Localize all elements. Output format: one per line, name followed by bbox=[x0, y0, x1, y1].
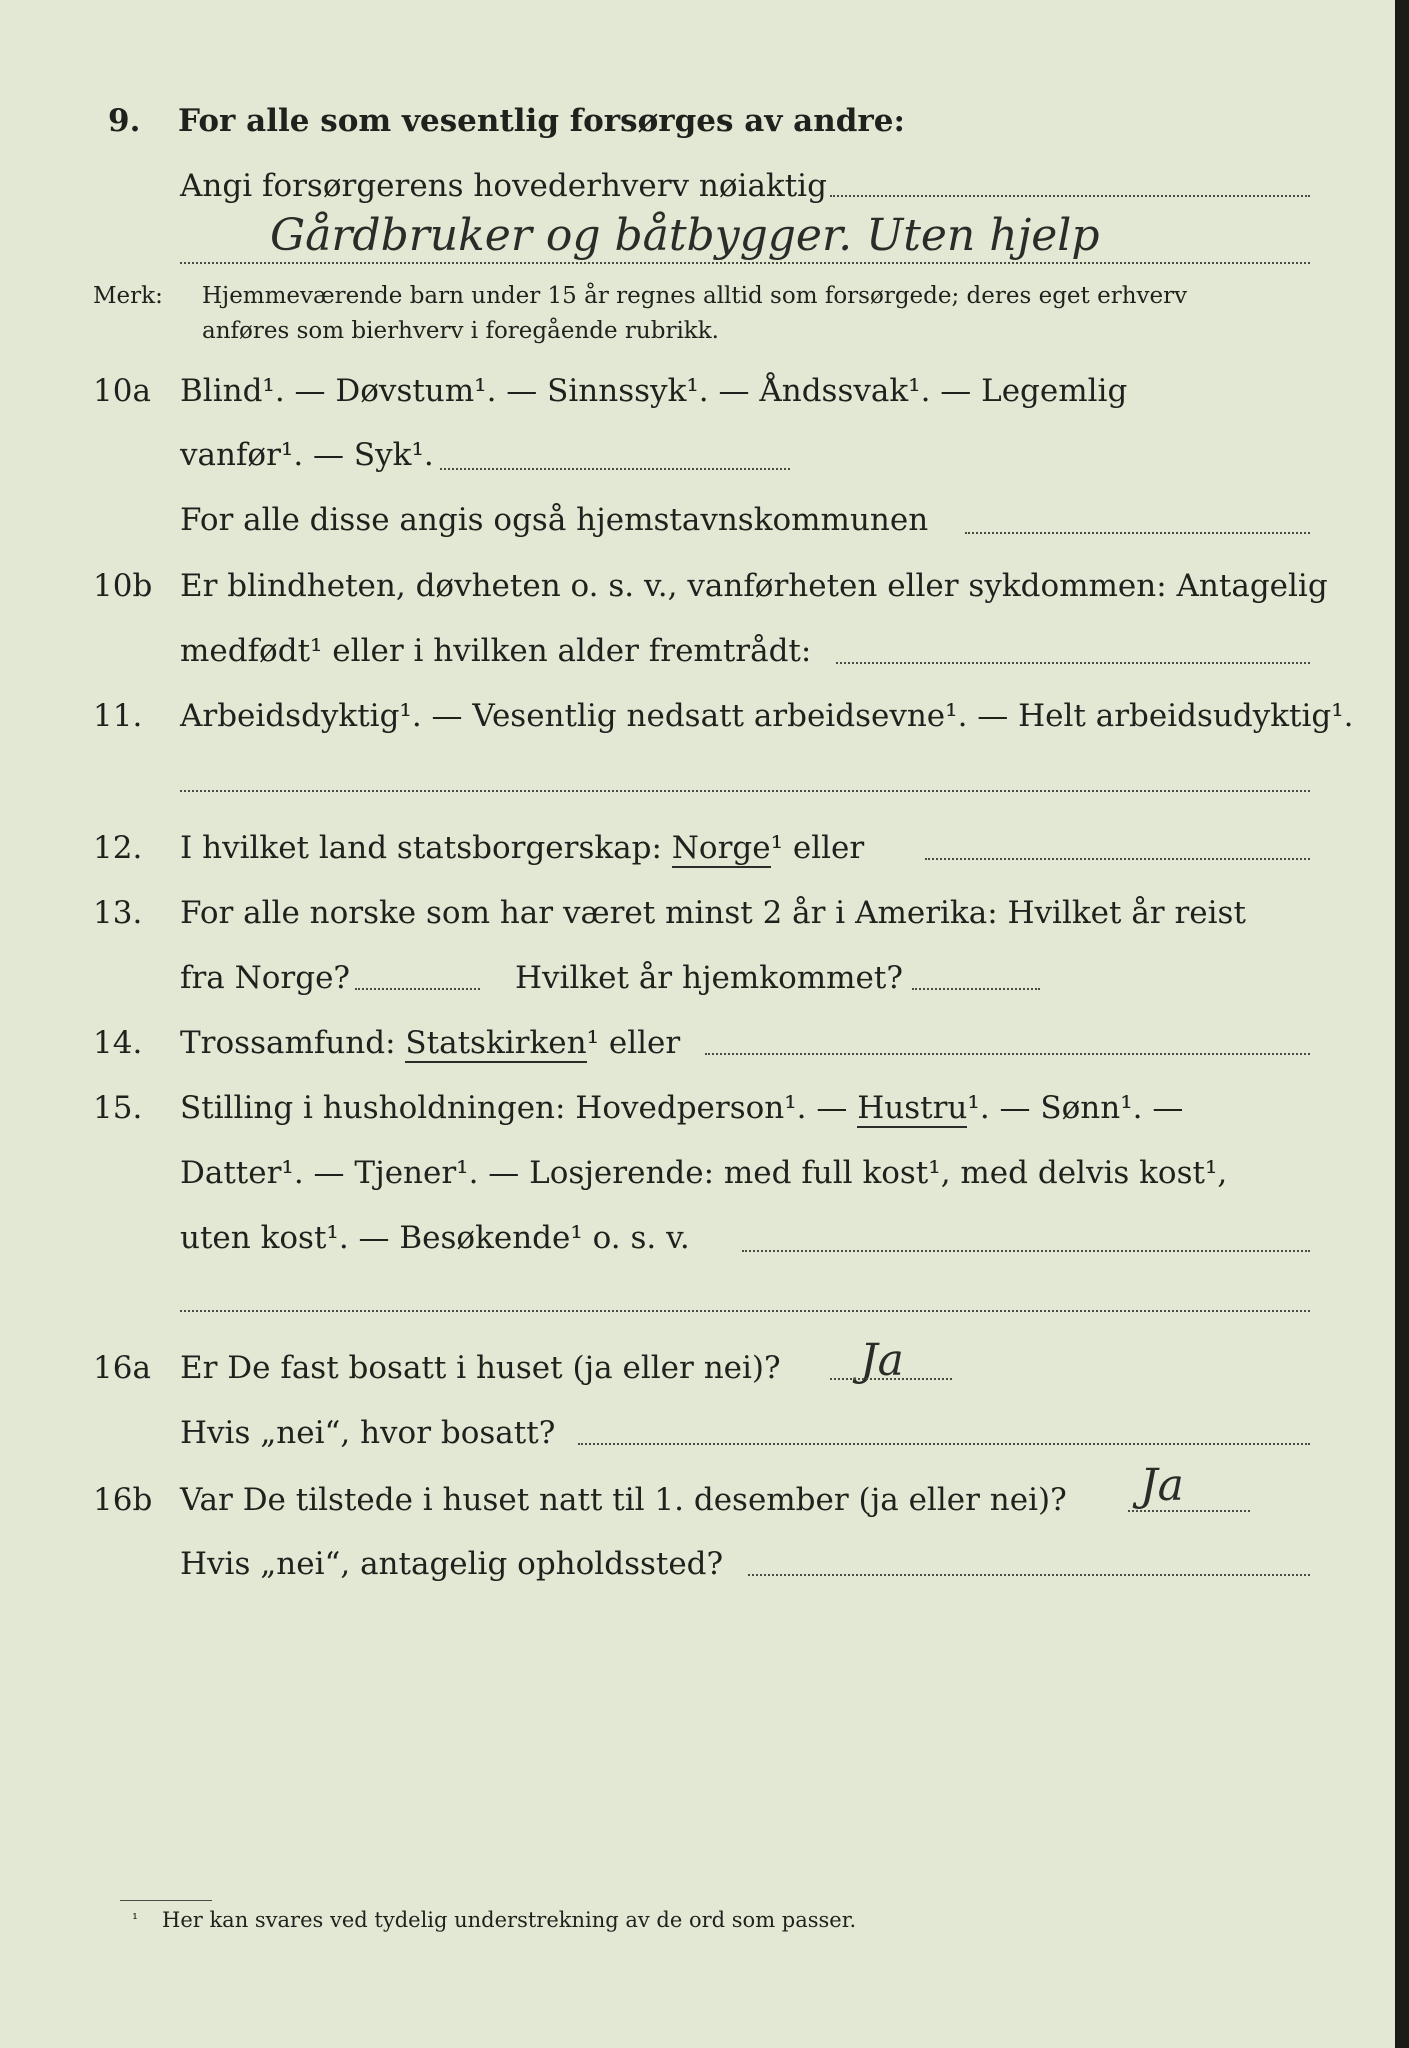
q10a-line-1: Blind¹. — Døvstum¹. — Sinnssyk¹. — Åndssvak¹. — Legemlig bbox=[180, 373, 1128, 409]
footnote-mark: ¹ bbox=[132, 1910, 139, 1928]
q10b-line-2: medfødt¹ eller i hvilken alder fremtrådt: bbox=[180, 633, 812, 669]
q10a-line-3: For alle disse angis også hjemstavnskommunen bbox=[180, 502, 929, 538]
q16b-opholdssted-line bbox=[748, 1574, 1310, 1576]
q15-line-3: uten kost¹. — Besøkende¹ o. s. v. bbox=[180, 1220, 690, 1256]
q9-heading: For alle som vesentlig forsørges av andre: bbox=[178, 103, 905, 139]
q13-hjemkommet-label: Hvilket år hjemkommet? bbox=[515, 960, 903, 996]
q13-hjemkommet-line bbox=[912, 988, 1040, 990]
q13-number: 13. bbox=[93, 895, 143, 931]
q14-suffix: ¹ eller bbox=[586, 1025, 681, 1061]
q14-underlined-answer: Statskirken bbox=[405, 1025, 587, 1061]
q9-handwritten-answer: Gårdbruker og båtbygger. Uten hjelp bbox=[270, 210, 1100, 261]
q16a-field-line bbox=[830, 1378, 952, 1380]
q13-line-1: For alle norske som har været minst 2 år i Amerika: Hvilket år reist bbox=[180, 895, 1246, 931]
q16a-handwritten-answer: Ja bbox=[860, 1335, 904, 1386]
q11-field-line bbox=[180, 790, 1310, 792]
q12-suffix: ¹ eller bbox=[770, 830, 865, 866]
q15-extra-line bbox=[180, 1310, 1310, 1312]
q13-reist-label: fra Norge? bbox=[180, 960, 351, 996]
q9-field-line bbox=[830, 195, 1310, 197]
q10b-number: 10b bbox=[93, 568, 153, 604]
q10a-number: 10a bbox=[93, 373, 151, 409]
q10b-line-1: Er blindheten, døvheten o. s. v., vanførheten eller sykdommen: Antagelig bbox=[180, 568, 1328, 604]
merk-label: Merk: bbox=[93, 283, 163, 309]
q12-number: 12. bbox=[93, 830, 143, 866]
q10a-syk-line bbox=[440, 468, 790, 470]
q16a-line-2: Hvis „nei“, hvor bosatt? bbox=[180, 1415, 556, 1451]
q12-text bbox=[180, 830, 864, 866]
footnote-text: Her kan svares ved tydelig understrekning av de ord som passer. bbox=[162, 1908, 857, 1932]
q16a-number: 16a bbox=[93, 1350, 151, 1386]
q15-number: 15. bbox=[93, 1090, 143, 1126]
q16a-line-1: Er De fast bosatt i huset (ja eller nei)? bbox=[180, 1350, 781, 1386]
q14-text bbox=[180, 1025, 680, 1061]
q16a-bosatt-line bbox=[578, 1443, 1310, 1445]
q11-line-1: Arbeidsdyktig¹. — Vesentlig nedsatt arbeidsevne¹. — Helt arbeidsudyktig¹. bbox=[180, 698, 1354, 734]
q15-line-2: Datter¹. — Tjener¹. — Losjerende: med full kost¹, med delvis kost¹, bbox=[180, 1155, 1228, 1191]
merk-line-2: anføres som bierhverv i foregående rubrikk. bbox=[202, 318, 719, 344]
footnote-rule bbox=[120, 1900, 212, 1901]
q15-line-1-c: ¹. — Sønn¹. — bbox=[967, 1090, 1184, 1126]
q14-prefix: Trossamfund: bbox=[180, 1025, 406, 1061]
q16b-line-1: Var De tilstede i huset natt til 1. desember (ja eller nei)? bbox=[180, 1482, 1067, 1518]
q16b-field-line bbox=[1128, 1510, 1250, 1512]
q10b-field-line bbox=[836, 662, 1310, 664]
q14-field-line bbox=[705, 1053, 1310, 1055]
q12-field-line bbox=[925, 858, 1310, 860]
q10a-line-2: vanfør¹. — Syk¹. bbox=[180, 437, 434, 473]
q11-number: 11. bbox=[93, 698, 143, 734]
q15-underlined-answer: Hustru bbox=[857, 1090, 968, 1126]
q16b-handwritten-answer: Ja bbox=[1140, 1460, 1184, 1511]
q9-answer-line bbox=[180, 262, 1310, 264]
q13-reist-line bbox=[355, 988, 480, 990]
q12-prefix: I hvilket land statsborgerskap: bbox=[180, 830, 672, 866]
q16b-number: 16b bbox=[93, 1482, 153, 1518]
q15-field-line bbox=[742, 1250, 1310, 1252]
q14-number: 14. bbox=[93, 1025, 143, 1061]
q9-instruction: Angi forsørgerens hovederhverv nøiaktig bbox=[180, 168, 827, 204]
q9-number: 9. bbox=[108, 103, 141, 139]
q15-line-1 bbox=[180, 1090, 1183, 1126]
q10a-hjemstavn-line bbox=[965, 532, 1310, 534]
q16b-line-2: Hvis „nei“, antagelig opholdssted? bbox=[180, 1546, 724, 1582]
q12-underlined-answer: Norge bbox=[671, 830, 771, 866]
merk-line-1: Hjemmeværende barn under 15 år regnes alltid som forsørgede; deres eget erhverv bbox=[202, 283, 1188, 309]
q15-line-1-a: Stilling i husholdningen: Hovedperson¹. — bbox=[180, 1090, 858, 1126]
